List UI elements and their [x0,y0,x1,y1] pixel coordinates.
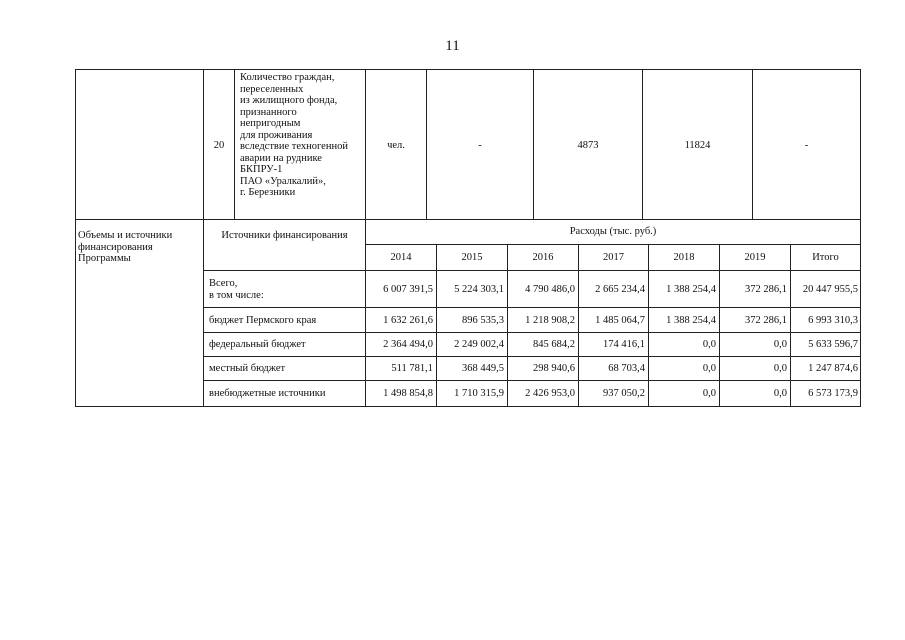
table-cell: 1 388 254,4 [666,315,716,326]
indicator-name [240,72,365,199]
table-cell: 4 790 486,0 [525,284,575,295]
table-cell: 372 286,1 [745,315,787,326]
total-row-bottom-border [203,307,861,308]
indicator-number: 20 [213,140,225,151]
table-cell: 1 485 064,7 [595,315,645,326]
year-header: 2016 [532,252,554,263]
page-number: 11 [445,38,460,54]
indicator-name-line: Количество граждан, [240,72,335,83]
table-cell: 1 388 254,4 [666,284,716,295]
indicator-name-line: переселенных [240,83,304,95]
row-label: местный бюджет [209,363,286,374]
source-divider [365,69,366,407]
table-cell: 0,0 [702,363,716,374]
indicator-row-bottom-border [75,219,861,220]
table-cell: 0,0 [773,363,787,374]
row-label-line: в том числе: [209,289,264,301]
indicator-name-line: вследствие техногенной [240,141,348,152]
indicator-value: - [804,140,809,151]
table-cell: 5 633 596,7 [808,339,858,350]
year-header: 2018 [673,252,695,263]
table-cell: 0,0 [773,339,787,350]
row-label: внебюджетные источники [209,388,326,399]
expenses-header: Расходы (тыс. руб.) [569,226,657,237]
indicator-name-line: БКПРУ-1 [240,164,283,175]
table-right-border [860,69,861,407]
indicator-name-line: ПАО «Уралкалий», [240,175,326,187]
table-cell: 2 665 234,4 [595,284,645,295]
year-header: 2019 [744,252,766,263]
table-cell: 174 416,1 [603,339,645,350]
row-label: бюджет Пермского края [209,315,317,326]
table-cell: 2 364 494,0 [383,339,433,350]
table-cell: 0,0 [702,388,716,399]
sources-header: Источники финансирования [221,230,348,241]
year-header: 2017 [603,252,624,263]
indicator-name-line: из жилищного фонда, [240,95,338,106]
table-cell: 6 573 173,9 [808,388,858,399]
table-cell: 1 247 874,6 [808,363,858,374]
years-row-bottom-border [203,270,861,271]
table-cell: 372 286,1 [745,284,787,295]
table-cell: 1 710 315,9 [454,388,504,399]
year-header: 2015 [461,252,483,263]
table-cell: 937 050,2 [603,388,645,399]
year-header: 2014 [390,252,412,263]
financing-section-label-line: Программы [78,253,131,264]
table-cell: 2 249 002,4 [454,339,504,350]
table-cell: 1 632 261,6 [383,315,433,326]
total-column-header: Итого [812,252,839,263]
row-label: федеральный бюджет [209,339,306,350]
indicator-name-line: г. Березники [240,187,296,198]
number-divider [234,69,235,220]
regional-row-bottom-border [203,332,861,333]
indicator-name-line: признанного [240,106,297,118]
row-label-line: Всего, [209,278,238,289]
row-label-total [209,278,359,301]
table-bottom-border [75,406,861,407]
table-cell: 1 498 854,8 [383,388,433,399]
table-cell: 298 940,6 [533,363,575,374]
table-cell: 0,0 [702,339,716,350]
table-cell: 68 703,4 [608,363,645,374]
table-cell: 845 684,2 [533,339,575,350]
table-cell: 368 449,5 [462,363,504,374]
table-left-border [75,69,76,407]
indicator-value: - [478,140,482,151]
expenses-header-bottom-border [365,244,861,245]
table-cell: 1 218 908,2 [525,315,575,326]
indicator-value: 4873 [577,140,599,151]
table-cell: 0,0 [773,388,787,399]
table-top-border [75,69,861,70]
indicator-name-line: непригодным [240,118,301,129]
table-cell: 5 224 303,1 [454,284,504,295]
table-cell: 6 007 391,5 [383,284,433,295]
local-row-bottom-border [203,380,861,381]
indicator-name-line: для проживания [240,129,313,141]
indicator-value: 11824 [684,140,711,151]
federal-row-bottom-border [203,356,861,357]
table-cell: 511 781,1 [391,363,433,374]
table-cell: 2 426 953,0 [525,388,575,399]
table-cell: 6 993 310,3 [808,315,858,326]
financing-section-label-line: финансирования [78,241,153,253]
financing-section-label-line: Объемы и источники [78,230,173,241]
indicator-unit: чел. [387,140,405,151]
indicator-name-line: аварии на руднике [240,152,322,164]
financing-section-label [78,230,202,265]
table-cell: 20 447 955,5 [802,284,858,295]
table-cell: 896 535,3 [462,315,504,326]
